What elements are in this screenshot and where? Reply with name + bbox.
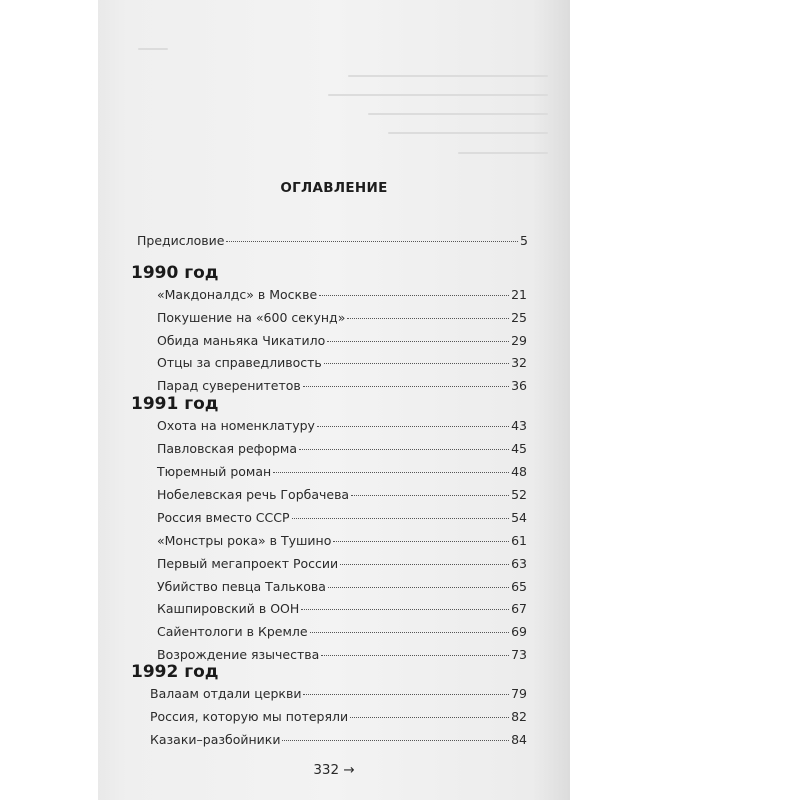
- toc-entry: [157, 510, 527, 528]
- toc-entry: [157, 601, 527, 619]
- toc-entry-page: 82: [511, 709, 527, 724]
- toc-entry-label: Первый мегапроект России: [157, 556, 339, 571]
- toc-leader-dots: [324, 363, 509, 364]
- toc-entry: [157, 464, 527, 482]
- toc-leader-dots: [347, 318, 509, 319]
- section-heading-1992: 1992 год: [131, 662, 219, 682]
- toc-entry-page: 43: [511, 418, 527, 433]
- section-heading-1991: 1991 год: [131, 394, 219, 414]
- toc-leader-dots: [340, 564, 509, 565]
- toc-entry-page: 29: [511, 333, 527, 348]
- toc-leader-dots: [319, 295, 509, 296]
- toc-entry-page: 54: [511, 510, 527, 525]
- toc-entry: [157, 579, 527, 597]
- toc-entry-label: Тюремный роман: [157, 464, 272, 479]
- toc-leader-dots: [328, 587, 509, 588]
- toc-entry: [157, 624, 527, 642]
- toc-leader-dots: [282, 740, 509, 741]
- toc-entry-label: Казаки–разбойники: [150, 732, 281, 747]
- show-through-line: [368, 113, 548, 115]
- toc-entry-label: Отцы за справедливость: [157, 355, 322, 370]
- show-through-line: [328, 94, 548, 96]
- show-through-line: [138, 48, 168, 50]
- toc-entry-page: 84: [511, 732, 527, 747]
- toc-entry-page: 61: [511, 533, 527, 548]
- toc-entry: [157, 355, 527, 373]
- page-number: 332 →: [313, 762, 355, 778]
- toc-entry-label: Кашпировский в ООН: [157, 601, 300, 616]
- toc-entry-label: Парад суверенитетов: [157, 378, 301, 393]
- toc-entry-page: 5: [520, 233, 528, 248]
- toc-entry-page: 52: [511, 487, 527, 502]
- show-through-line: [388, 132, 548, 134]
- toc-leader-dots: [333, 541, 509, 542]
- toc-leader-dots: [351, 495, 509, 496]
- toc-entry: [157, 487, 527, 505]
- toc-entry-page: 36: [511, 378, 527, 393]
- toc-entry-label: Обида маньяка Чикатило: [157, 333, 326, 348]
- toc-leader-dots: [299, 449, 509, 450]
- toc-leader-dots: [303, 694, 509, 695]
- toc-entry-page: 45: [511, 441, 527, 456]
- show-through-line: [348, 75, 548, 77]
- toc-entry-label: Охота на номенклатуру: [157, 418, 315, 433]
- toc-leader-dots: [327, 341, 509, 342]
- toc-leader-dots: [303, 386, 509, 387]
- toc-entry: [157, 556, 527, 574]
- toc-entry-label: Убийство певца Талькова: [157, 579, 326, 594]
- toc-entry: [150, 732, 527, 750]
- toc-entry-label: Покушение на «600 секунд»: [157, 310, 346, 325]
- section-heading-1990: 1990 год: [131, 263, 219, 283]
- toc-entry-page: 73: [511, 647, 527, 662]
- toc-title: ОГЛАВЛЕНИЕ: [280, 180, 388, 196]
- toc-entry: [157, 310, 527, 328]
- toc-entry-page: 32: [511, 355, 527, 370]
- toc-entry: [157, 533, 527, 551]
- book-page: [98, 0, 570, 800]
- toc-entry-preface: [137, 233, 528, 251]
- toc-leader-dots: [273, 472, 509, 473]
- toc-entry-page: 65: [511, 579, 527, 594]
- toc-entry-page: 48: [511, 464, 527, 479]
- toc-entry-page: 63: [511, 556, 527, 571]
- toc-entry-page: 21: [511, 287, 527, 302]
- toc-leader-dots: [310, 632, 510, 633]
- toc-entry-label: Павловская реформа: [157, 441, 297, 456]
- toc-entry-label: Нобелевская речь Горбачева: [157, 487, 350, 502]
- toc-entry-label: Россия, которую мы потеряли: [150, 709, 349, 724]
- toc-entry-label: Возрождение язычества: [157, 647, 320, 662]
- toc-entry-page: 67: [511, 601, 527, 616]
- toc-entry-label: Сайентологи в Кремле: [157, 624, 308, 639]
- toc-leader-dots: [226, 241, 518, 242]
- toc-entry-label: «Макдоналдс» в Москве: [157, 287, 318, 302]
- toc-entry-page: 69: [511, 624, 527, 639]
- toc-entry: [157, 441, 527, 459]
- toc-leader-dots: [321, 655, 509, 656]
- toc-entry: [150, 686, 527, 704]
- toc-entry: [157, 333, 527, 351]
- toc-entry: [150, 709, 527, 727]
- toc-entry-label: Предисловие: [137, 233, 225, 248]
- show-through-line: [458, 152, 548, 154]
- toc-entry-label: «Монстры рока» в Тушино: [157, 533, 332, 548]
- toc-entry-page: 25: [511, 310, 527, 325]
- toc-entry-page: 79: [511, 686, 527, 701]
- toc-entry: [157, 418, 527, 436]
- toc-leader-dots: [317, 426, 509, 427]
- toc-entry-label: Валаам отдали церкви: [150, 686, 302, 701]
- toc-entry: [157, 287, 527, 305]
- toc-leader-dots: [301, 609, 509, 610]
- toc-entry-label: Россия вместо СССР: [157, 510, 290, 525]
- toc-leader-dots: [350, 717, 509, 718]
- toc-leader-dots: [292, 518, 510, 519]
